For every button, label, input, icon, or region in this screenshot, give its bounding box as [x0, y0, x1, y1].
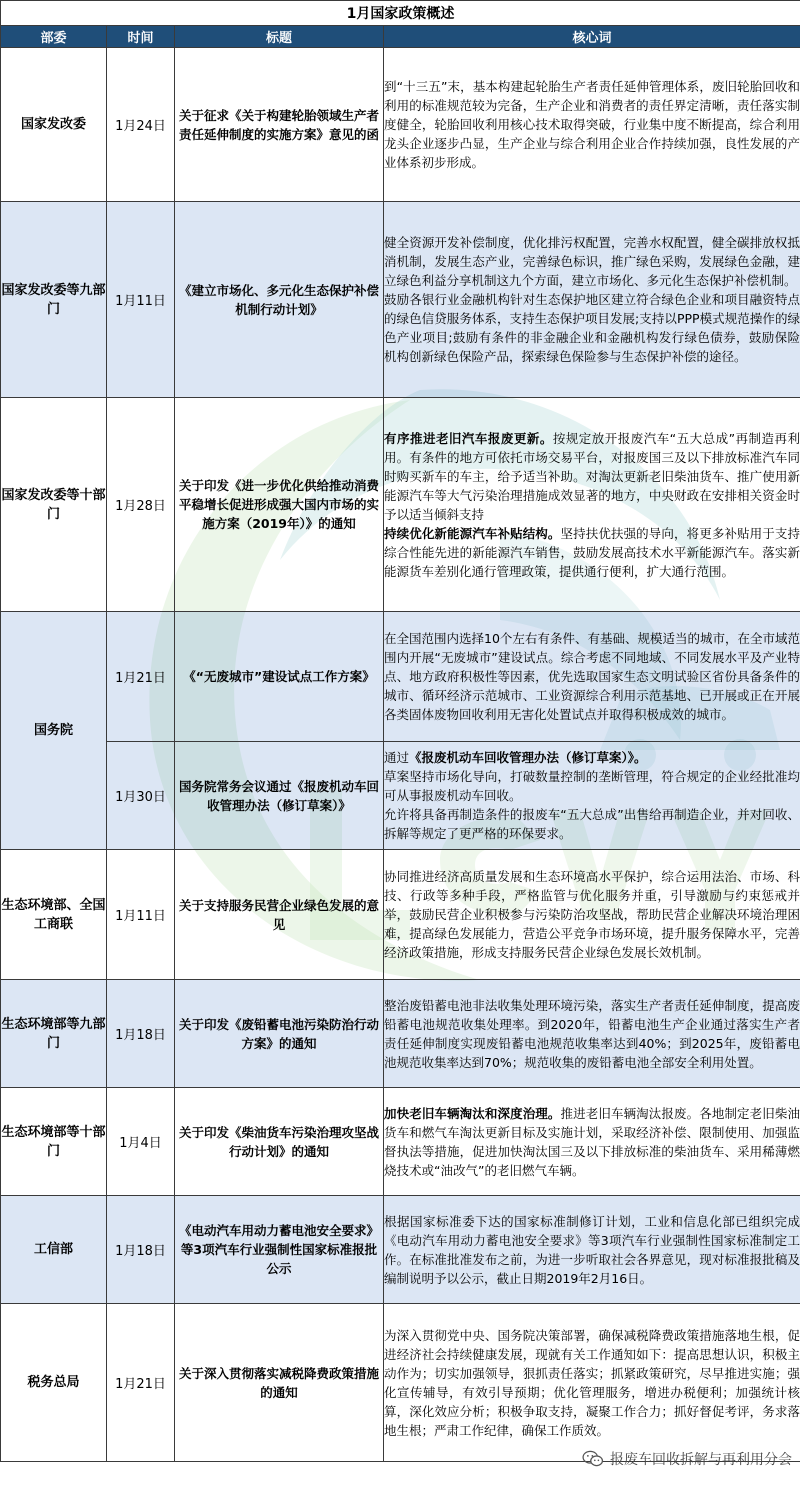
cell-date: 1月21日 — [107, 1304, 175, 1462]
core-paragraph — [384, 1326, 800, 1440]
cell-date: 1月11日 — [107, 202, 175, 398]
cell-title: 关于印发《进一步优化供给推动消费平稳增长促进形成强大国内市场的实施方案（2019年）》的通知 — [175, 398, 384, 612]
cell-dept: 国务院 — [1, 612, 107, 850]
core-paragraph — [384, 524, 800, 581]
cell-dept: 生态环境部等十部门 — [1, 1088, 107, 1196]
cell-dept: 生态环境部、全国工商联 — [1, 850, 107, 980]
core-highlight: 持续优化新能源汽车补贴结构。 — [384, 525, 561, 541]
cell-dept: 生态环境部等九部门 — [1, 980, 107, 1088]
core-paragraph — [384, 1104, 800, 1180]
core-paragraph — [384, 290, 800, 366]
cell-dept: 税务总局 — [1, 1304, 107, 1462]
core-text: 按规定放开报废汽车“五大总成”再制造再利用。有条件的地方可依托市场交易平台，对报废国三及以下排放标准汽车同时购买新车的车主，给予适当补助。对淘汰更新老旧柴油货车、推广使用新能源汽车等大气污染治理措施成效显著的地方，中央财政在安排相关资金时予以适当倾斜支持 — [384, 430, 800, 522]
core-text: 到“十三五”末，基本构建起轮胎生产者责任延伸管理体系，废旧轮胎回收和利用的标准规范较为完备，生产企业和消费者的责任界定清晰，责任落实制度健全，轮胎回收利用核心技术取得突破，行业集中度不断提高，综合利用龙头企业逐步凸显，生产企业与综合利用企业合作持续加强，良性发展的产业体系初步形成。 — [384, 79, 800, 170]
cell-date: 1月24日 — [107, 48, 175, 202]
cell-title: 关于印发《柴油货车污染治理攻坚战行动计划》的通知 — [175, 1088, 384, 1196]
table-title-row — [1, 1, 800, 26]
core-paragraph — [384, 629, 800, 724]
core-highlight: 有序推进老旧汽车报废更新。 — [384, 430, 553, 446]
cell-core — [384, 850, 800, 980]
table-row — [1, 398, 800, 612]
cell-date: 1月21日 — [107, 612, 175, 742]
cell-core — [384, 612, 800, 742]
cell-date: 1月4日 — [107, 1088, 175, 1196]
cell-title: 《建立市场化、多元化生态保护补偿机制行动计划》 — [175, 202, 384, 398]
cell-core — [384, 980, 800, 1088]
core-text: 通过 — [384, 750, 410, 765]
core-highlight: 《报废机动车回收管理办法（修订草案）》。 — [409, 750, 647, 765]
table-title: 1月国家政策概述 — [1, 1, 800, 26]
footer-watermark-text: 报废车回收拆解与再利用分会 — [610, 1452, 792, 1468]
cell-title: 关于征求《关于构建轮胎领域生产者责任延伸制度的实施方案》意见的函 — [175, 48, 384, 202]
core-text: 在全国范围内选择10个左右有条件、有基础、规模适当的城市，在全市域范围内开展“无废城市”建设试点。综合考虑不同地域、不同发展水平及产业特点、地方政府积极性等因素，优先选取国家生态文明试验区省份具备条件的城市、循环经济示范城市、工业资源综合利用示范基地、已开展或正在开展各类固体废物回收利用无害化处置试点并取得积极成效的城市。 — [384, 631, 800, 722]
core-text: 健全资源开发补偿制度，优化排污权配置，完善水权配置，健全碳排放权抵消机制，发展生态产业，完善绿色标识，推广绿色采购，发展绿色金融，建立绿色利益分享机制这九个方面，建立市场化、多元化生态保护补偿机制。 — [384, 235, 800, 288]
cell-date: 1月18日 — [107, 980, 175, 1088]
cell-title: 国务院常务会议通过《报废机动车回收管理办法（修订草案）》 — [175, 742, 384, 850]
core-paragraph — [384, 996, 800, 1072]
core-text: 坚持扶优扶强的导向，将更多补贴用于支持综合性能先进的新能源汽车销售，鼓励发展高技术水平新能源汽车。落实新能源货车差别化通行管理政策，提供通行便利，扩大通行范围。 — [384, 525, 800, 579]
cell-title: 《“无废城市”建设试点工作方案》 — [175, 612, 384, 742]
cell-core — [384, 48, 800, 202]
core-text: 推进老旧车辆淘汰报废。各地制定老旧柴油货车和燃气车淘汰更新目标及实施计划，采取经济补偿、限制使用、加强监督执法等措施，促进加快淘汰国三及以下排放标准的柴油货车、采用稀薄燃烧技术或“油改气”的老旧燃气车辆。 — [384, 1105, 800, 1178]
core-highlight: 加快老旧车辆淘汰和深度治理。 — [384, 1105, 561, 1121]
core-paragraph — [384, 767, 800, 805]
header-core: 核心词 — [384, 26, 800, 48]
cell-dept: 国家发改委等九部门 — [1, 202, 107, 398]
footer — [0, 1434, 800, 1485]
cell-title: 关于印发《废铅蓄电池污染防治行动方案》的通知 — [175, 980, 384, 1088]
table-row — [1, 1088, 800, 1196]
cell-title: 《电动汽车用动力蓄电池安全要求》等3项汽车行业强制性国家标准报批公示 — [175, 1196, 384, 1304]
wechat-icon — [582, 1450, 604, 1468]
cell-date: 1月30日 — [107, 742, 175, 850]
core-text: 协同推进经济高质量发展和生态环境高水平保护，综合运用法治、市场、科技、行政等多种手段，严格监管与优化服务并重，引导激励与约束惩戒并举，鼓励民营企业积极参与污染防治攻坚战，帮助民营企业解决环境治理困难，提高绿色发展能力，营造公平竞争市场环境，提升服务保障水平，完善经济政策措施，形成支持服务民营企业绿色发展长效机制。 — [384, 869, 800, 960]
cell-title: 关于支持服务民营企业绿色发展的意见 — [175, 850, 384, 980]
core-paragraph — [384, 867, 800, 962]
cell-date: 1月11日 — [107, 850, 175, 980]
core-paragraph — [384, 233, 800, 290]
cell-core — [384, 398, 800, 612]
core-text: 为深入贯彻党中央、国务院决策部署，确保减税降费政策措施落地生根，促进经济社会持续健康发展，现就有关工作通知如下：提高思想认识，积极主动作为；切实加强领导，狠抓责任落实；抓紧政策研究，尽早推进实施；强化宣传辅导，有效引导预期；优化管理服务，增进办税便利；加强统计核算，深化效应分析；积极争取支持，凝聚工作合力；抓好督促考评，务求落地生根；严肃工作纪律，确保工作质效。 — [384, 1327, 800, 1438]
core-text: 允许将具备再制造条件的报废车“五大总成”出售给再制造企业，并对回收、拆解等规定了更严格的环保要求。 — [384, 807, 800, 841]
header-title: 标题 — [175, 26, 384, 48]
cell-core — [384, 742, 800, 850]
cell-core — [384, 1088, 800, 1196]
table-row — [1, 202, 800, 398]
core-text: 根据国家标准委下达的国家标准制修订计划，工业和信息化部已组织完成《电动汽车用动力蓄电池安全要求》等3项汽车行业强制性国家标准制定工作。在标准批准发布之前，为进一步听取社会各界意见，现对标准报批稿及编制说明予以公示，截止日期2019年2月16日。 — [384, 1213, 800, 1286]
core-paragraph — [384, 1212, 800, 1288]
cell-dept: 工信部 — [1, 1196, 107, 1304]
cell-date: 1月18日 — [107, 1196, 175, 1304]
table-header-row — [1, 26, 800, 48]
cell-core — [384, 202, 800, 398]
core-paragraph — [384, 805, 800, 843]
table-row — [1, 612, 800, 742]
table-row — [1, 48, 800, 202]
cell-title: 关于深入贯彻落实减税降费政策措施的通知 — [175, 1304, 384, 1462]
cell-core — [384, 1196, 800, 1304]
core-paragraph — [384, 77, 800, 172]
cell-date: 1月28日 — [107, 398, 175, 612]
core-text: 鼓励各银行业金融机构针对生态保护地区建立符合绿色企业和项目融资特点的绿色信贷服务体系，支持生态保护项目发展;支持以PPP模式规范操作的绿色产业项目;鼓励有条件的非金融企业和金融机构发行绿色债券，鼓励保险机构创新绿色保险产品，探索绿色保险参与生态保护补偿的途径。 — [384, 292, 800, 364]
core-text: 整治废铅蓄电池非法收集处理环境污染，落实生产者责任延伸制度，提高废铅蓄电池规范收集处理率。到2020年，铅蓄电池生产企业通过落实生产者责任延伸制度实现废铅蓄电池规范收集率达到40%；到2025年，废铅蓄电池规范收集率达到70%；规范收集的废铅蓄电池全部安全利用处置。 — [384, 997, 800, 1070]
table-row — [1, 850, 800, 980]
core-paragraph — [384, 429, 800, 524]
cell-dept: 国家发改委 — [1, 48, 107, 202]
table-row — [1, 742, 800, 850]
table-row — [1, 980, 800, 1088]
header-dept: 部委 — [1, 26, 107, 48]
table-row — [1, 1196, 800, 1304]
core-paragraph — [384, 748, 800, 767]
header-date: 时间 — [107, 26, 175, 48]
core-text: 草案坚持市场化导向，打破数量控制的垄断管理，符合规定的企业经批准均可从事报废机动车回收。 — [384, 769, 800, 803]
cell-dept: 国家发改委等十部门 — [1, 398, 107, 612]
footer-watermark — [582, 1449, 792, 1469]
